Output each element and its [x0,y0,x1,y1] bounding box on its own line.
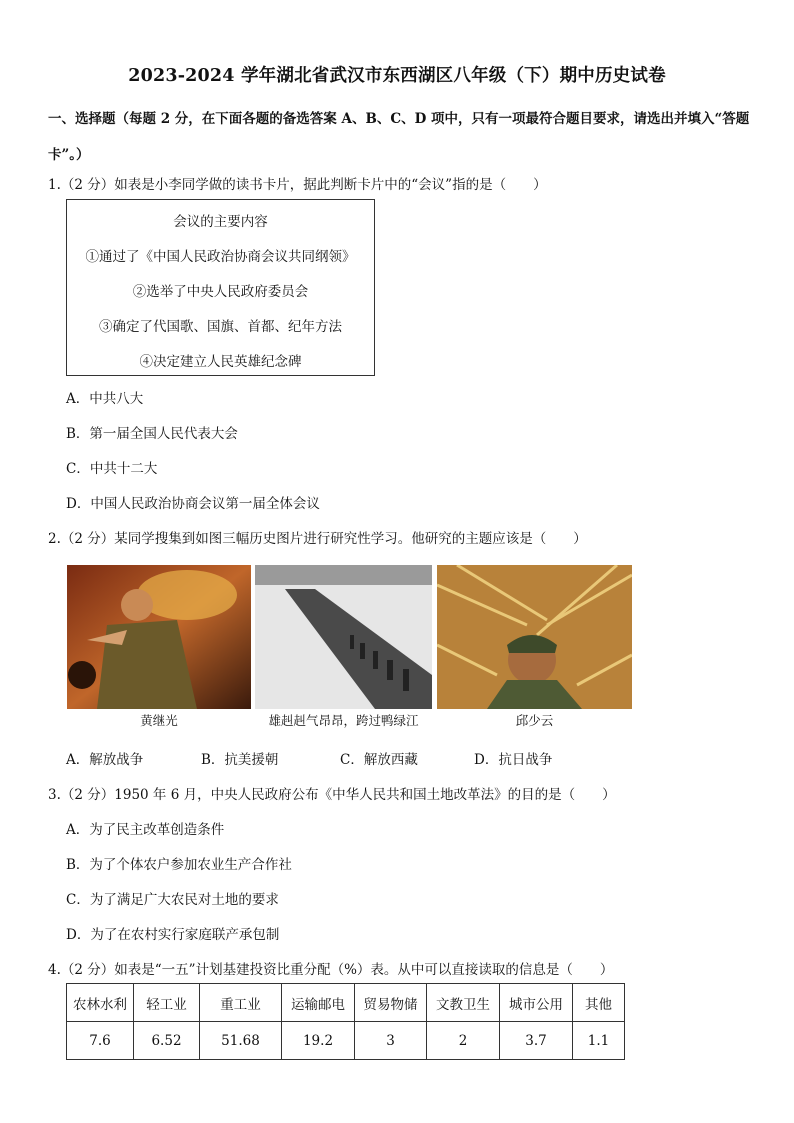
table-header-cell: 城市公用 [500,984,573,1022]
section-heading: 一、选择题（每题 2 分，在下面各题的备选答案 A、B、C、D 项中，只有一项最符合题目要求，请选出并填入“答题卡”。） [48,111,750,163]
caption-crossing-yalu: 雄赳赳气昂昂，跨过鸭绿江 [268,713,419,728]
reading-card [66,199,375,376]
q2-option-a[interactable]: A．解放战争 [66,752,144,768]
photo-crossing-yalu-river [255,565,432,709]
q3-option-c[interactable]: C．为了满足广大农民对土地的要求 [66,892,279,908]
question-1-stem: 1.（2 分）如表是小李同学做的读书卡片，据此判断卡片中的“会议”指的是（ ） [48,177,547,193]
table-header-cell: 农林水利 [67,984,134,1022]
table-header-cell: 贸易物储 [355,984,427,1022]
exam-title: 2023-2024 学年湖北省武汉市东西湖区八年级（下）期中历史试卷 [128,66,666,86]
photo-qiu-shaoyun [437,565,632,709]
table-header-row [67,984,625,1022]
question-3-stem: 3.（2 分）1950 年 6 月，中央人民政府公布《中华人民共和国土地改革法》的目的是（ ） [48,787,616,803]
table-cell: 7.6 [67,1022,134,1060]
card-item: ②选举了中央人民政府委员会 [132,284,309,300]
caption-qiu-shaoyun: 邱少云 [515,713,554,728]
table-cell: 2 [427,1022,500,1060]
table-header-cell: 轻工业 [134,984,200,1022]
table-header-cell: 运输邮电 [282,984,355,1022]
table-cell: 51.68 [200,1022,282,1060]
q1-option-c[interactable]: C．中共十二大 [66,461,158,477]
q2-option-b[interactable]: B．抗美援朝 [201,752,279,768]
table-row [67,1022,625,1060]
q1-option-d[interactable]: D．中国人民政治协商会议第一届全体会议 [66,496,320,512]
table-header-cell: 重工业 [200,984,282,1022]
q3-option-a[interactable]: A．为了民主改革创造条件 [66,822,225,838]
card-item: ③确定了代国歌、国旗、首都、纪年方法 [99,319,342,335]
q2-option-c[interactable]: C．解放西藏 [340,752,418,768]
table-cell: 19.2 [282,1022,355,1060]
q3-option-b[interactable]: B．为了个体农户参加农业生产合作社 [66,857,292,873]
q1-option-b[interactable]: B．第一届全国人民代表大会 [66,426,238,442]
table-cell: 3 [355,1022,427,1060]
q3-option-d[interactable]: D．为了在农村实行家庭联产承包制 [66,927,280,943]
q2-option-d[interactable]: D．抗日战争 [474,752,553,768]
card-item: ①通过了《中国人民政治协商会议共同纲领》 [85,249,356,265]
investment-table [66,983,625,1060]
question-2-stem: 2.（2 分）某同学搜集到如图三幅历史图片进行研究性学习。他研究的主题应该是（ ） [48,531,587,547]
q1-option-a[interactable]: A．中共八大 [66,391,144,407]
table-header-cell: 文教卫生 [427,984,500,1022]
caption-huang-jiguang: 黄继光 [140,713,178,728]
table-header-cell: 其他 [573,984,625,1022]
table-cell: 6.52 [134,1022,200,1060]
table-cell: 3.7 [500,1022,573,1060]
card-item: ④决定建立人民英雄纪念碑 [139,354,302,370]
table-cell: 1.1 [573,1022,625,1060]
card-heading: 会议的主要内容 [173,214,268,230]
question-4-stem: 4.（2 分）如表是“一五”计划基建投资比重分配（%）表。从中可以直接读取的信息是（ ） [48,962,614,978]
photo-huang-jiguang [67,565,251,709]
